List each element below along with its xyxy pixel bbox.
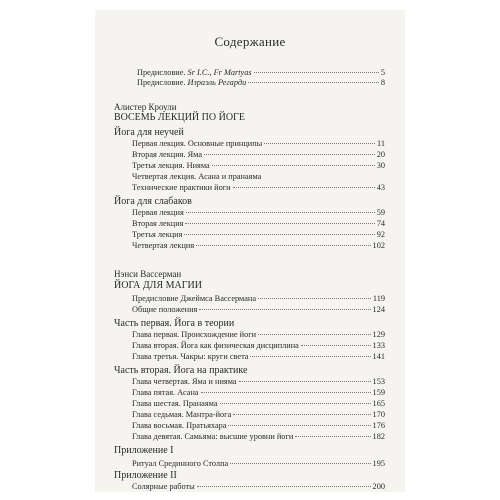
entry-page: 20 <box>376 150 385 159</box>
entry-page: 159 <box>372 388 385 397</box>
entry-page: 200 <box>372 482 385 491</box>
toc-entry[interactable] <box>132 138 385 149</box>
leader-dots <box>233 187 375 188</box>
toc-entry[interactable] <box>132 387 385 398</box>
entry-label: Третья лекция <box>132 230 183 239</box>
entry-label: Третья лекция. Нияма <box>132 161 210 170</box>
entry-label: Глава девятая. Самьяма: высшие уровни йоги <box>132 432 294 441</box>
book-title-yoga-for-magic: ЙОГА ДЛЯ МАГИИ <box>114 280 202 291</box>
leader-dots <box>185 223 374 224</box>
toc-entry[interactable] <box>132 458 385 469</box>
leader-dots <box>230 463 370 464</box>
leader-dots <box>258 334 370 335</box>
entry-page: 59 <box>376 208 385 217</box>
toc-entry[interactable] <box>132 160 385 171</box>
entry-label: Первая лекция <box>132 208 184 217</box>
entry-label: Ритуал Срединного Столпа <box>132 459 229 468</box>
leader-dots <box>220 403 371 404</box>
leader-dots <box>228 425 370 426</box>
entry-label: Вторая лекция. Яма <box>132 150 203 159</box>
toc-entry[interactable] <box>132 431 385 442</box>
leader-dots <box>233 414 370 415</box>
entry-page: 74 <box>376 219 385 228</box>
entry-label: Глава третья. Чакры: круги света <box>132 352 249 361</box>
toc-entry[interactable] <box>132 376 385 387</box>
entry-page: 124 <box>372 305 385 314</box>
entry-page: 129 <box>372 330 385 339</box>
leader-dots <box>201 392 371 393</box>
entry-page: 195 <box>372 459 385 468</box>
entry-page: 11 <box>377 139 385 148</box>
entry-label: Глава пятая. Асана <box>132 388 199 397</box>
part-title: Часть вторая. Йога на практике <box>114 365 248 376</box>
toc-entry[interactable] <box>132 229 385 240</box>
entry-label: Глава вторая. Йога как физическая дисциплина <box>132 341 299 350</box>
entry-label: Глава шестая. Пранаяма <box>132 399 218 408</box>
leader-dots <box>196 245 370 246</box>
part-title: Часть первая. Йога в теории <box>114 318 235 329</box>
entry-page: 182 <box>372 432 385 441</box>
entry-page: 102 <box>372 241 385 250</box>
entry-page: 92 <box>376 230 385 239</box>
toc-entry[interactable] <box>132 171 261 182</box>
appendix-title: Приложение II <box>114 470 177 481</box>
entry-page: 8 <box>380 78 385 87</box>
entry-label: Глава первая. Происхождение йоги <box>132 330 257 339</box>
entry-page: 119 <box>372 294 385 303</box>
toc-entry[interactable] <box>132 182 385 193</box>
entry-page: 141 <box>372 352 385 361</box>
entry-label: Четвертая лекция <box>132 241 195 250</box>
entry-label: Глава восьмая. Пратьяхара <box>132 421 227 430</box>
leader-dots <box>250 356 370 357</box>
section-title: Йога для слабаков <box>114 196 192 207</box>
leader-dots <box>264 143 375 144</box>
entry-label: Вторая лекция <box>132 219 184 228</box>
book-title-eight-lectures: ВОСЕМЬ ЛЕКЦИЙ ПО ЙОГЕ <box>114 112 245 123</box>
author-wasserman: Нэнси Вассерман <box>114 269 182 279</box>
toc-entry[interactable] <box>132 304 385 315</box>
toc-title: Содержание <box>214 34 286 49</box>
entry-page: 43 <box>376 183 385 192</box>
leader-dots <box>186 212 375 213</box>
leader-dots <box>204 154 375 155</box>
entry-label: Технические практики йоги <box>132 183 231 192</box>
leader-dots <box>254 72 379 73</box>
leader-dots <box>239 381 371 382</box>
entry-page: 30 <box>376 161 385 170</box>
section-title: Йога для неучей <box>114 127 184 138</box>
entry-label: Глава четвертая. Яма и нияма <box>132 377 237 386</box>
author-crowley: Алистер Кроули <box>114 102 177 112</box>
toc-entry[interactable] <box>132 351 385 362</box>
leader-dots <box>295 436 370 437</box>
entry-label: Солярные работы <box>132 482 195 491</box>
leader-dots <box>197 486 371 487</box>
toc-entry[interactable] <box>132 149 385 160</box>
entry-label: Предисловие. <box>137 68 188 77</box>
entry-label: Общие положения <box>132 305 198 314</box>
entry-author: Израэль Регарди <box>187 78 247 87</box>
entry-page: 133 <box>372 341 385 350</box>
toc-entry[interactable] <box>132 207 385 218</box>
entry-page: 5 <box>380 68 385 77</box>
leader-dots <box>184 234 374 235</box>
toc-entry[interactable] <box>132 329 385 340</box>
entry-label: Предисловие Джеймса Вассермана <box>132 294 257 303</box>
leader-dots <box>199 309 370 310</box>
entry-page: 170 <box>372 410 385 419</box>
leader-dots <box>301 345 371 346</box>
toc-entry[interactable] <box>132 340 385 351</box>
entry-label: Четвертая лекция. Асана и пранаяма <box>132 172 262 181</box>
toc-entry[interactable] <box>132 398 385 409</box>
toc-entry[interactable] <box>132 420 385 431</box>
entry-page: 176 <box>372 421 385 430</box>
toc-entry[interactable] <box>132 481 385 492</box>
entry-label: Первая лекция. Основные принципы <box>132 139 263 148</box>
leader-dots <box>212 165 375 166</box>
leader-dots <box>258 298 371 299</box>
entry-author: Sr I.C., Fr Martyas <box>187 68 252 77</box>
toc-entry-preface-2[interactable] <box>137 77 385 88</box>
book-page <box>95 10 405 492</box>
toc-entry[interactable] <box>132 293 385 304</box>
entry-page: 165 <box>372 399 385 408</box>
entry-page: 153 <box>372 377 385 386</box>
entry-label: Глава седьмая. Мантра-йога <box>132 410 232 419</box>
leader-dots <box>248 82 379 83</box>
entry-label: Предисловие. <box>137 78 188 87</box>
toc-entry[interactable] <box>132 409 385 420</box>
toc-entry[interactable] <box>132 218 385 229</box>
toc-entry[interactable] <box>132 240 385 251</box>
appendix-title: Приложение I <box>114 445 174 456</box>
